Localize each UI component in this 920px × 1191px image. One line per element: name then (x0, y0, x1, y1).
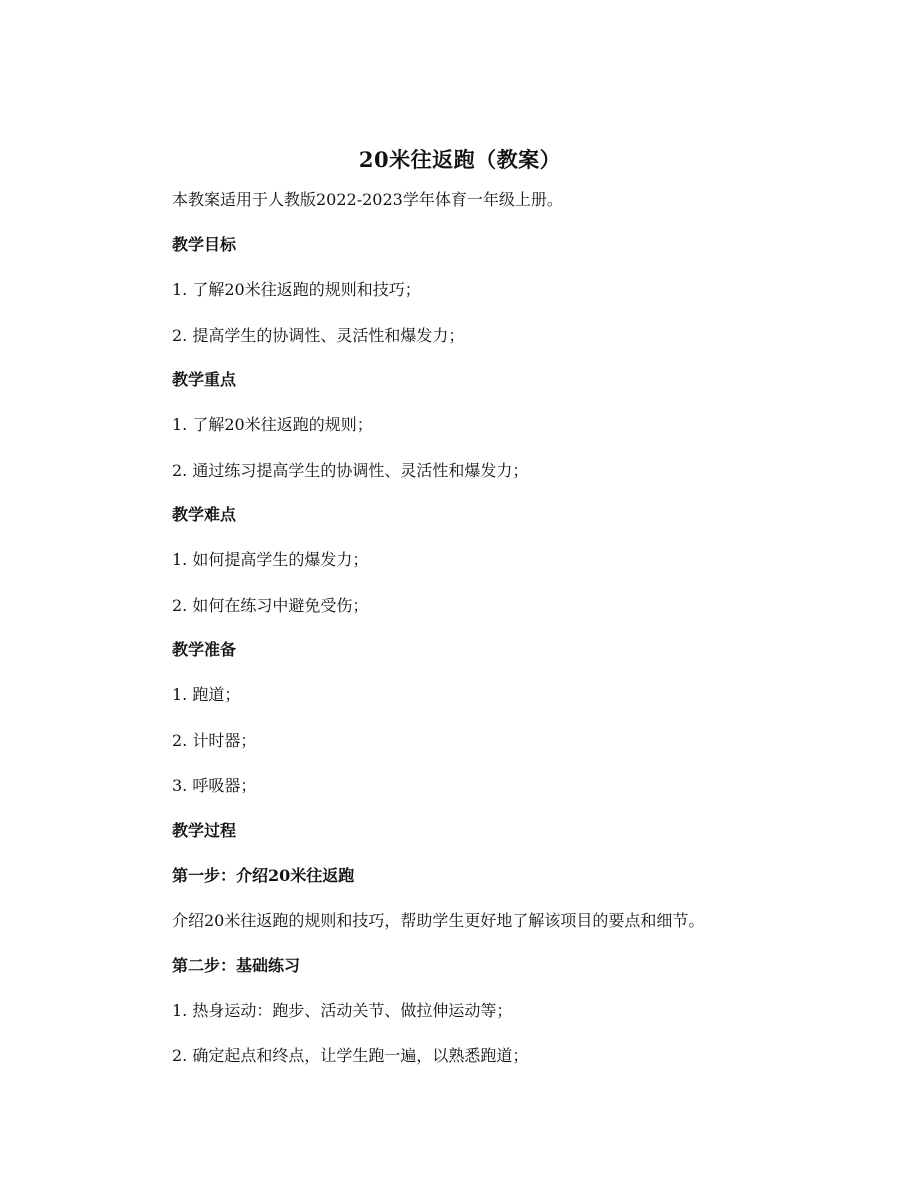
step2-heading: 第二步：基础练习 (172, 956, 301, 975)
preparation-item-2: 2. 计时器； (172, 731, 257, 750)
preparation-item-3: 3. 呼吸器； (172, 776, 257, 795)
section-heading-objectives: 教学目标 (172, 235, 237, 254)
objective-item-2: 2. 提高学生的协调性、灵活性和爆发力； (172, 326, 465, 345)
key-point-item-1: 1. 了解20米往返跑的规则； (172, 415, 373, 434)
step1-heading: 第一步：介绍20米往返跑 (172, 866, 355, 885)
intro-paragraph: 本教案适用于人教版2022-2023学年体育一年级上册。 (172, 190, 563, 209)
difficulty-item-2: 2. 如何在练习中避免受伤； (172, 596, 369, 615)
document-title: 20米往返跑（教案） (358, 147, 562, 172)
objective-item-1: 1. 了解20米往返跑的规则和技巧； (172, 280, 421, 299)
step2-item-2: 2. 确定起点和终点，让学生跑一遍，以熟悉跑道； (172, 1046, 529, 1065)
difficulty-item-1: 1. 如何提高学生的爆发力； (172, 550, 369, 569)
section-heading-difficulties: 教学难点 (172, 505, 237, 524)
section-heading-key-points: 教学重点 (172, 370, 237, 389)
step2-item-1: 1. 热身运动：跑步、活动关节、做拉伸运动等； (172, 1001, 513, 1020)
preparation-item-1: 1. 跑道； (172, 685, 241, 704)
step1-paragraph: 介绍20米往返跑的规则和技巧，帮助学生更好地了解该项目的要点和细节。 (172, 911, 705, 930)
section-heading-process: 教学过程 (172, 821, 237, 840)
key-point-item-2: 2. 通过练习提高学生的协调性、灵活性和爆发力； (172, 461, 529, 480)
section-heading-preparation: 教学准备 (172, 640, 237, 659)
